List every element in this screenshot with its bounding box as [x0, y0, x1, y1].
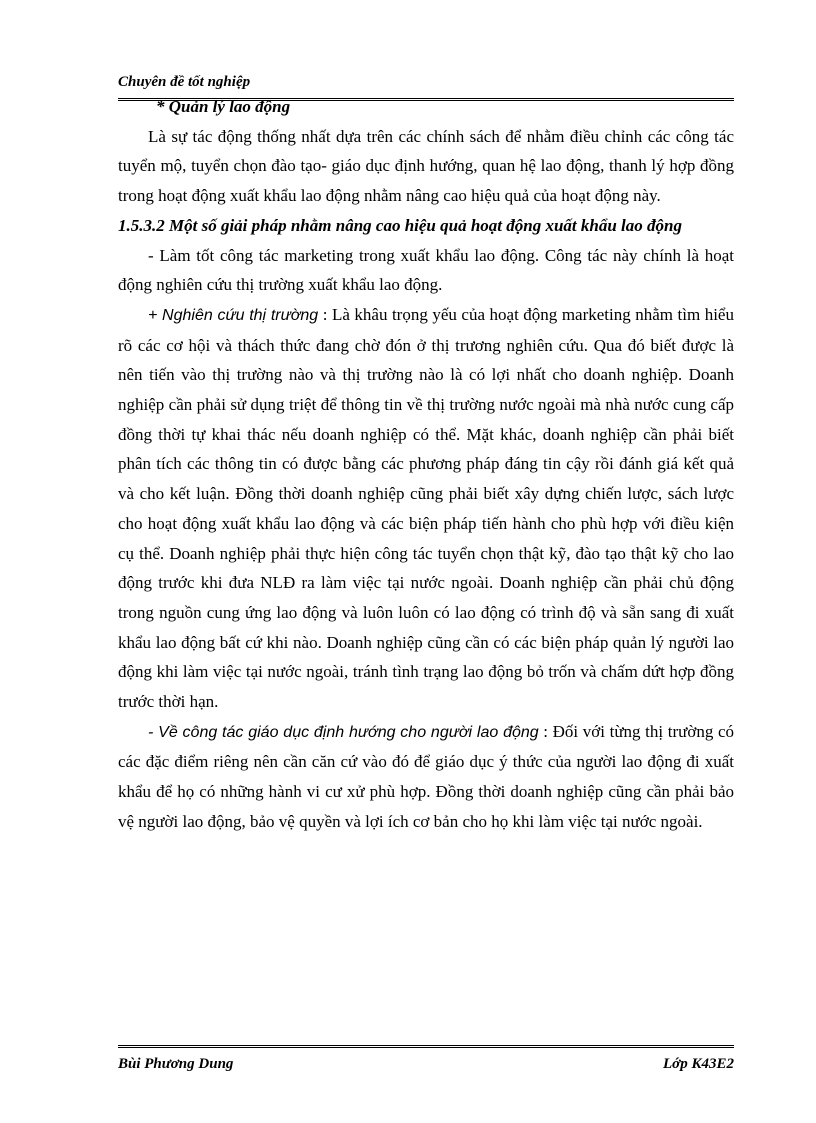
page-footer: [118, 1045, 734, 1082]
footer-class: Lớp K43E2: [663, 1056, 734, 1072]
header-title: Chuyên đề tốt nghiệp: [118, 74, 251, 90]
page-content: [118, 92, 734, 837]
paragraph-4: [118, 717, 734, 837]
paragraph-1: Là sự tác động thống nhất dựa trên các chính sách để nhằm điều chỉnh các công tác tuyển mộ, tuyển chọn đào tạo- giáo dục định hướng, quan hệ lao động, thanh lý hợp đồng trong hoạt động xuất khẩu lao động nhằm nâng cao hiệu quả của hoạt động này.: [118, 126, 734, 206]
paragraph-4-text: : Đối với từng thị trường có các đặc điểm riêng nên cần căn cứ vào đó để giáo dục ý thức của người lao động đi xuất khẩu để họ có những hành vi cư xử phù hợp. Đồng thời doanh nghiệp cũng cần phải bảo vệ người lao động, bảo vệ quyền và lợi ích cơ bản cho họ khi làm việc tại nước ngoài.: [118, 721, 734, 831]
sub-heading: * Quản lý lao động: [156, 97, 291, 116]
paragraph-4-lead: - Về công tác giáo dục định hướng cho người lao động: [148, 723, 539, 741]
paragraph-3-lead: + Nghiên cứu thị trường: [148, 306, 319, 324]
paragraph-3-text: : Là khâu trọng yếu của hoạt động marketing nhằm tìm hiểu rõ các cơ hội và thách thức đang chờ đón ở thị trương nghiên cứu. Qua đó biết được là nên tiến vào thị trường nào và thị trường nào là có lợi nhất cho doanh nghiệp. Doanh nghiệp cần phải sử dụng triệt để thông tin về thị trường nước ngoài mà nhà nước cung cấp đồng thời tự khai thác nếu doanh nghiệp có thể. Mặt khác, doanh nghiệp cần phải biết phân tích các thông tin có được bằng các phương pháp đáng tin cậy rồi đánh giá kết quả và cho kết luận. Đồng thời doanh nghiệp cũng phải biết xây dựng chiến lược, sách lược cho hoạt động xuất khẩu lao động và các biện pháp tiến hành cho phù hợp với điều kiện cụ thể. Doanh nghiệp phải thực hiện công tác tuyển chọn thật kỹ, đào tạo thật kỹ cho lao động trước khi đưa NLĐ ra làm việc tại nước ngoài. Doanh nghiệp cần phải chủ động trong nguồn cung ứng lao động và luôn luôn có lao động có trình độ và sẵn sang đi xuất khẩu lao động bất cứ khi nào. Doanh nghiệp cũng cần có các biện pháp quản lý người lao động khi làm việc tại nước ngoài, tránh tình trạng lao động bỏ trốn và chấm dứt hợp đồng trước thời hạn.: [118, 304, 734, 712]
paragraph-2: - Làm tốt công tác marketing trong xuất khẩu lao động. Công tác này chính là hoạt động nghiên cứu thị trường xuất khẩu lao động.: [118, 245, 734, 295]
paragraph-3: [118, 300, 734, 717]
footer-author: Bùi Phương Dung: [118, 1056, 234, 1072]
section-heading: 1.5.3.2 Một số giải pháp nhằm nâng cao hiệu quả hoạt động xuất khẩu lao động: [118, 215, 682, 235]
